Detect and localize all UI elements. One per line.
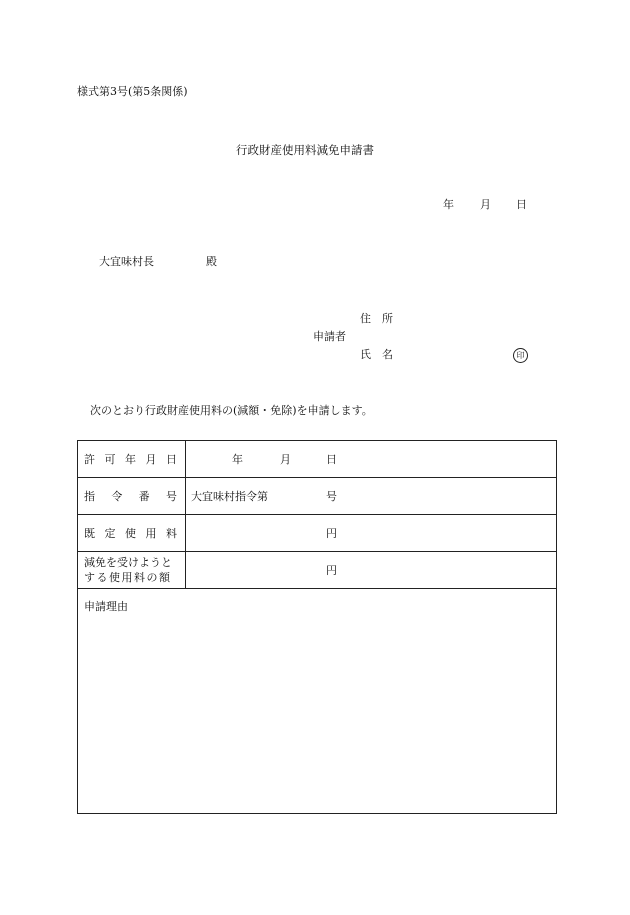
reason-label: 申請理由 xyxy=(84,600,128,613)
application-table xyxy=(77,440,557,814)
reduced-fee-value[interactable] xyxy=(186,552,557,589)
order-number-value[interactable] xyxy=(186,478,557,515)
table-row-reduced-fee xyxy=(78,552,557,589)
seal-mark: 印 xyxy=(513,348,528,363)
permit-day: 日 xyxy=(326,453,337,466)
reduced-fee-unit: 円 xyxy=(326,564,337,577)
name-label: 氏 名 xyxy=(360,348,393,361)
applicant-label: 申請者 xyxy=(313,330,346,343)
standard-fee-unit: 円 xyxy=(326,527,337,540)
order-suffix: 号 xyxy=(326,490,337,503)
table-row-order-number xyxy=(78,478,557,515)
seal-icon xyxy=(513,348,528,363)
permit-date-label: 許 可 年 月 日 xyxy=(78,441,186,478)
date-month: 月 xyxy=(480,198,491,211)
order-prefix: 大宜味村指令第 xyxy=(191,490,268,503)
document-title: 行政財産使用料減免申請書 xyxy=(236,143,374,157)
table-row-reason xyxy=(78,589,557,814)
permit-month: 月 xyxy=(280,453,291,466)
request-statement: 次のとおり行政財産使用料の(減額・免除)を申請します。 xyxy=(90,404,373,417)
reason-field[interactable] xyxy=(78,589,557,814)
table-row-standard-fee xyxy=(78,515,557,552)
date-day: 日 xyxy=(516,198,527,211)
permit-year: 年 xyxy=(232,453,243,466)
date-year: 年 xyxy=(443,198,454,211)
standard-fee-value[interactable] xyxy=(186,515,557,552)
permit-date-value[interactable] xyxy=(186,441,557,478)
table-row-permit-date xyxy=(78,441,557,478)
form-number: 様式第3号(第5条関係) xyxy=(77,85,188,98)
reduced-fee-label: 減免を受けようと する使用料の額 xyxy=(78,552,186,589)
address-label: 住 所 xyxy=(360,312,393,325)
addressee-name: 大宜味村長 xyxy=(99,255,154,268)
addressee-honorific: 殿 xyxy=(206,255,217,268)
order-number-label: 指 令 番 号 xyxy=(78,478,186,515)
standard-fee-label: 既 定 使 用 料 xyxy=(78,515,186,552)
